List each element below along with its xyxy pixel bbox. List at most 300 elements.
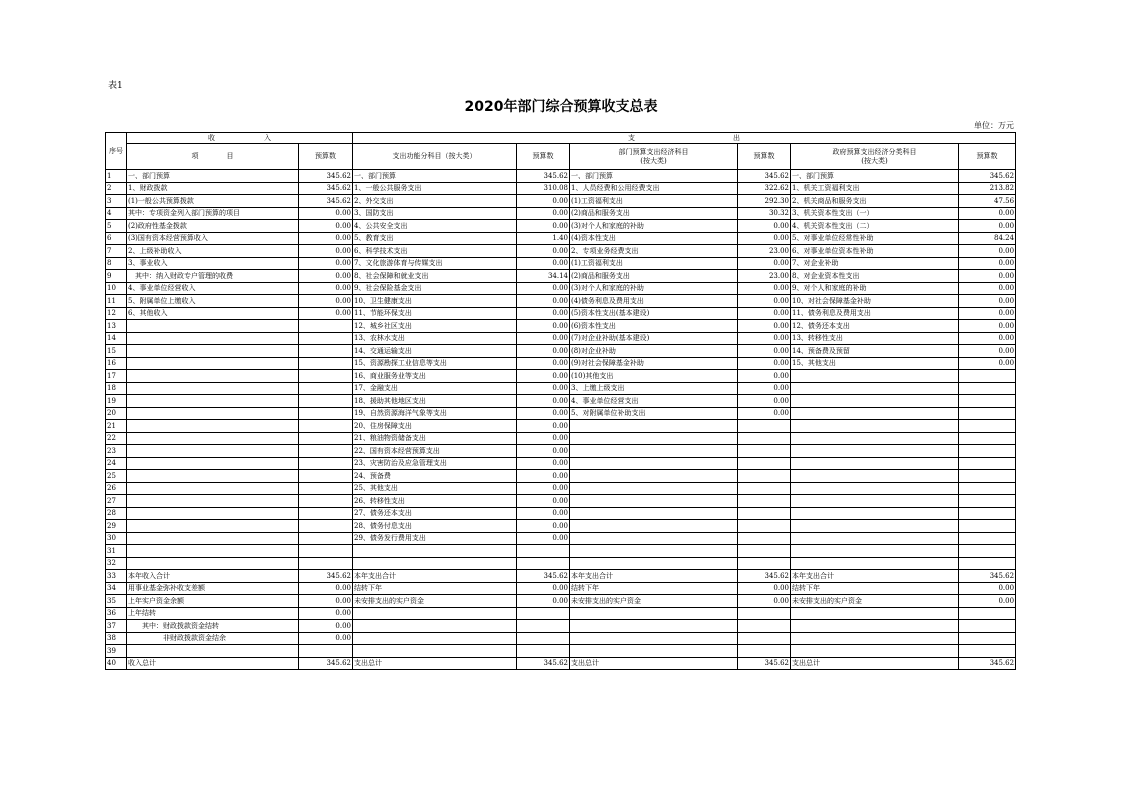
dept-econ-amount-cell <box>738 470 791 483</box>
income-amount-cell <box>299 370 353 383</box>
income-item-cell <box>127 545 299 558</box>
table-row <box>106 507 1016 520</box>
dept-econ-amount-cell: 292.30 <box>738 195 791 208</box>
budget-summary-table <box>105 132 1016 670</box>
functional-item-cell: 结转下年 <box>353 582 517 595</box>
functional-item-cell: 22、国有资本经营预算支出 <box>353 445 517 458</box>
gov-econ-item-cell <box>791 420 959 433</box>
functional-amount-cell: 0.00 <box>517 407 570 420</box>
dept-econ-item-cell: (10)其他支出 <box>570 370 738 383</box>
seq-cell: 13 <box>106 320 127 333</box>
income-item-cell: 4、事业单位经营收入 <box>127 282 299 295</box>
table-row <box>106 195 1016 208</box>
income-item-cell <box>127 345 299 358</box>
expense-section-header: 支 出 <box>353 133 1016 144</box>
seq-cell: 10 <box>106 282 127 295</box>
income-amount-cell: 0.00 <box>299 307 353 320</box>
functional-item-cell: 2、外交支出 <box>353 195 517 208</box>
functional-amount-cell: 0.00 <box>517 295 570 308</box>
functional-item-cell: 17、金融支出 <box>353 382 517 395</box>
functional-amount-cell: 0.00 <box>517 482 570 495</box>
gov-econ-amount-cell: 0.00 <box>959 595 1016 608</box>
gov-econ-amount-cell <box>959 432 1016 445</box>
table-row <box>106 470 1016 483</box>
gov-econ-item-cell <box>791 470 959 483</box>
dept-econ-amount-cell <box>738 432 791 445</box>
income-item-cell: (3)国有资本经营预算收入 <box>127 232 299 245</box>
income-amount-cell <box>299 495 353 508</box>
seq-cell: 8 <box>106 257 127 270</box>
functional-amount-cell: 0.00 <box>517 495 570 508</box>
gov-econ-item-cell: 1、机关工资福利支出 <box>791 182 959 195</box>
table-row <box>106 332 1016 345</box>
income-item-cell <box>127 495 299 508</box>
dept-econ-item-cell: 结转下年 <box>570 582 738 595</box>
gov-econ-item-cell <box>791 395 959 408</box>
gov-econ-amount-cell: 0.00 <box>959 332 1016 345</box>
functional-amount-cell: 0.00 <box>517 595 570 608</box>
functional-amount-cell <box>517 620 570 633</box>
dept-econ-item-cell: 本年支出合计 <box>570 570 738 583</box>
functional-item-cell: 26、转移性支出 <box>353 495 517 508</box>
functional-item-cell: 未安排支出的实户资金 <box>353 595 517 608</box>
dept-econ-amount-cell <box>738 607 791 620</box>
dept-econ-item-cell: 一、部门预算 <box>570 170 738 183</box>
budget-header: 预算数 <box>299 144 353 170</box>
seq-cell: 25 <box>106 470 127 483</box>
gov-econ-item-cell: 2、机关商品和服务支出 <box>791 195 959 208</box>
page-title: 2020年部门综合预算收支总表 <box>464 99 658 115</box>
gov-econ-amount-cell: 84.24 <box>959 232 1016 245</box>
gov-econ-item-cell: 5、对事业单位经常性补助 <box>791 232 959 245</box>
seq-cell: 24 <box>106 457 127 470</box>
dept-econ-item-cell: (5)资本性支出(基本建设) <box>570 307 738 320</box>
functional-item-cell: 1、一般公共服务支出 <box>353 182 517 195</box>
functional-amount-cell: 0.00 <box>517 420 570 433</box>
income-item-cell <box>127 320 299 333</box>
income-amount-cell <box>299 420 353 433</box>
functional-amount-cell: 0.00 <box>517 332 570 345</box>
income-amount-cell <box>299 457 353 470</box>
gov-econ-amount-cell <box>959 645 1016 658</box>
dept-econ-item-cell <box>570 545 738 558</box>
gov-econ-amount-cell <box>959 520 1016 533</box>
dept-econ-item-cell: (4)资本性支出 <box>570 232 738 245</box>
table-row <box>106 532 1016 545</box>
income-item-cell: (2)政府性基金拨款 <box>127 220 299 233</box>
dept-econ-item-cell <box>570 470 738 483</box>
functional-item-cell: 28、债务付息支出 <box>353 520 517 533</box>
seq-cell: 7 <box>106 245 127 258</box>
income-amount-cell <box>299 345 353 358</box>
income-amount-cell <box>299 445 353 458</box>
dept-econ-amount-cell <box>738 520 791 533</box>
functional-amount-cell: 0.00 <box>517 457 570 470</box>
dept-econ-amount-cell: 0.00 <box>738 295 791 308</box>
income-amount-cell: 0.00 <box>299 220 353 233</box>
functional-item-cell: 18、援助其他地区支出 <box>353 395 517 408</box>
income-item-cell <box>127 557 299 570</box>
seq-cell: 1 <box>106 170 127 183</box>
gov-econ-amount-cell: 0.00 <box>959 345 1016 358</box>
seq-cell: 20 <box>106 407 127 420</box>
dept-econ-item-cell <box>570 632 738 645</box>
dept-econ-item-cell: 1、人员经费和公用经费支出 <box>570 182 738 195</box>
gov-econ-item-cell: 15、其他支出 <box>791 357 959 370</box>
table-row <box>106 620 1016 633</box>
functional-amount-cell <box>517 632 570 645</box>
income-item-cell <box>127 482 299 495</box>
income-amount-cell <box>299 320 353 333</box>
income-amount-cell <box>299 507 353 520</box>
dept-econ-amount-cell: 23.00 <box>738 245 791 258</box>
dept-econ-amount-cell: 0.00 <box>738 345 791 358</box>
table-row <box>106 345 1016 358</box>
income-amount-cell <box>299 407 353 420</box>
gov-econ-item-cell: 一、部门预算 <box>791 170 959 183</box>
income-amount-cell: 345.62 <box>299 170 353 183</box>
gov-econ-item-cell <box>791 482 959 495</box>
functional-item-cell: 10、卫生健康支出 <box>353 295 517 308</box>
column-header-row <box>106 144 1016 170</box>
income-item-cell <box>127 507 299 520</box>
income-item-cell <box>127 382 299 395</box>
income-amount-cell <box>299 557 353 570</box>
income-item-cell <box>127 395 299 408</box>
seq-cell: 21 <box>106 420 127 433</box>
dept-econ-header-line2: (按大类) <box>640 156 667 165</box>
table-row <box>106 395 1016 408</box>
functional-amount-cell: 0.00 <box>517 520 570 533</box>
functional-amount-cell: 0.00 <box>517 257 570 270</box>
gov-econ-amount-cell <box>959 407 1016 420</box>
income-item-cell <box>127 520 299 533</box>
income-item-cell: 非财政拨款资金结余 <box>127 632 299 645</box>
gov-econ-item-cell <box>791 457 959 470</box>
table-row <box>106 357 1016 370</box>
functional-item-cell <box>353 557 517 570</box>
seq-cell: 12 <box>106 307 127 320</box>
dept-econ-item-cell <box>570 495 738 508</box>
functional-item-cell: 24、预备费 <box>353 470 517 483</box>
dept-econ-item-cell: 3、上缴上级支出 <box>570 382 738 395</box>
table-row <box>106 245 1016 258</box>
seq-cell: 30 <box>106 532 127 545</box>
dept-econ-amount-cell <box>738 457 791 470</box>
budget-header: 预算数 <box>517 144 570 170</box>
income-amount-cell <box>299 545 353 558</box>
gov-econ-item-cell <box>791 507 959 520</box>
gov-econ-item-cell <box>791 407 959 420</box>
seq-cell: 37 <box>106 620 127 633</box>
income-amount-cell: 0.00 <box>299 632 353 645</box>
functional-amount-cell: 0.00 <box>517 345 570 358</box>
dept-econ-amount-cell <box>738 532 791 545</box>
functional-item-cell: 27、债务还本支出 <box>353 507 517 520</box>
functional-amount-cell: 0.00 <box>517 395 570 408</box>
gov-econ-item-cell: 3、机关资本性支出（一） <box>791 207 959 220</box>
income-amount-cell <box>299 482 353 495</box>
income-item-cell: 6、其他收入 <box>127 307 299 320</box>
gov-econ-item-cell <box>791 607 959 620</box>
functional-item-cell: 一、部门预算 <box>353 170 517 183</box>
seq-cell: 15 <box>106 345 127 358</box>
functional-item-cell: 3、国防支出 <box>353 207 517 220</box>
income-item-cell: 2、上级补助收入 <box>127 245 299 258</box>
income-item-cell: 用事业基金弥补收支差额 <box>127 582 299 595</box>
seq-cell: 32 <box>106 557 127 570</box>
gov-econ-item-cell: 8、对企业资本性支出 <box>791 270 959 283</box>
table-row <box>106 320 1016 333</box>
dept-econ-amount-cell <box>738 420 791 433</box>
income-item-cell <box>127 532 299 545</box>
dept-econ-item-cell: 5、对附属单位补助支出 <box>570 407 738 420</box>
income-amount-cell <box>299 357 353 370</box>
dept-econ-amount-cell: 0.00 <box>738 257 791 270</box>
dept-econ-item-cell: 4、事业单位经营支出 <box>570 395 738 408</box>
seq-cell: 9 <box>106 270 127 283</box>
dept-econ-amount-cell: 0.00 <box>738 332 791 345</box>
dept-econ-amount-cell <box>738 632 791 645</box>
table-row <box>106 257 1016 270</box>
gov-econ-amount-cell <box>959 420 1016 433</box>
gov-econ-amount-cell: 0.00 <box>959 220 1016 233</box>
budget-header: 预算数 <box>738 144 791 170</box>
dept-econ-amount-cell: 0.00 <box>738 395 791 408</box>
gov-econ-amount-cell <box>959 495 1016 508</box>
functional-amount-cell: 0.00 <box>517 282 570 295</box>
dept-econ-amount-cell: 345.62 <box>738 570 791 583</box>
functional-item-cell: 支出总计 <box>353 657 517 670</box>
seq-cell: 16 <box>106 357 127 370</box>
dept-econ-amount-cell: 0.00 <box>738 370 791 383</box>
section-header-row <box>106 133 1016 144</box>
budget-header: 预算数 <box>959 144 1016 170</box>
functional-amount-cell: 345.62 <box>517 570 570 583</box>
functional-item-cell: 本年支出合计 <box>353 570 517 583</box>
table-row <box>106 432 1016 445</box>
gov-econ-item-cell <box>791 445 959 458</box>
gov-econ-amount-cell <box>959 457 1016 470</box>
gov-econ-amount-cell <box>959 382 1016 395</box>
table-row <box>106 495 1016 508</box>
gov-econ-item-cell: 11、债务利息及费用支出 <box>791 307 959 320</box>
income-amount-cell <box>299 532 353 545</box>
gov-econ-header-line2: (按大类) <box>861 156 888 165</box>
functional-item-cell: 11、节能环保支出 <box>353 307 517 320</box>
income-item-cell: 5、附属单位上缴收入 <box>127 295 299 308</box>
gov-econ-header <box>791 144 959 170</box>
functional-amount-cell <box>517 557 570 570</box>
income-item-cell <box>127 470 299 483</box>
table-row <box>106 520 1016 533</box>
seq-cell: 28 <box>106 507 127 520</box>
dept-econ-item-cell <box>570 457 738 470</box>
seq-cell: 36 <box>106 607 127 620</box>
dept-econ-item-cell: (3)对个人和家庭的补助 <box>570 282 738 295</box>
gov-econ-item-cell: 12、债务还本支出 <box>791 320 959 333</box>
gov-econ-amount-cell <box>959 482 1016 495</box>
functional-amount-cell: 0.00 <box>517 445 570 458</box>
functional-header: 支出功能分科目（按大类） <box>353 144 517 170</box>
dept-econ-amount-cell: 0.00 <box>738 220 791 233</box>
gov-econ-item-cell <box>791 645 959 658</box>
functional-amount-cell: 310.08 <box>517 182 570 195</box>
table-row <box>106 545 1016 558</box>
gov-econ-amount-cell: 47.56 <box>959 195 1016 208</box>
income-item-cell <box>127 420 299 433</box>
table-number: 表1 <box>108 81 123 91</box>
functional-item-cell: 8、社会保障和就业支出 <box>353 270 517 283</box>
functional-item-cell: 19、自然资源海洋气象等支出 <box>353 407 517 420</box>
gov-econ-amount-cell: 345.62 <box>959 657 1016 670</box>
gov-econ-amount-cell <box>959 532 1016 545</box>
table-row <box>106 557 1016 570</box>
item-header: 项 目 <box>127 144 299 170</box>
seq-cell: 5 <box>106 220 127 233</box>
income-amount-cell: 345.62 <box>299 195 353 208</box>
functional-amount-cell: 0.00 <box>517 320 570 333</box>
dept-econ-amount-cell: 30.32 <box>738 207 791 220</box>
dept-econ-amount-cell: 0.00 <box>738 582 791 595</box>
income-amount-cell: 345.62 <box>299 657 353 670</box>
income-item-cell: 本年收入合计 <box>127 570 299 583</box>
dept-econ-amount-cell: 0.00 <box>738 357 791 370</box>
income-item-cell: 其中：纳入财政专户管理的收费 <box>127 270 299 283</box>
table-row <box>106 220 1016 233</box>
table-row <box>106 595 1016 608</box>
seq-cell: 6 <box>106 232 127 245</box>
dept-econ-amount-cell: 0.00 <box>738 382 791 395</box>
functional-item-cell: 9、社会保险基金支出 <box>353 282 517 295</box>
functional-item-cell <box>353 545 517 558</box>
seq-cell: 17 <box>106 370 127 383</box>
functional-amount-cell: 0.00 <box>517 432 570 445</box>
dept-econ-header <box>570 144 738 170</box>
gov-econ-amount-cell: 0.00 <box>959 270 1016 283</box>
dept-econ-amount-cell <box>738 482 791 495</box>
dept-econ-item-cell: (8)对企业补助 <box>570 345 738 358</box>
income-item-cell: 收入总计 <box>127 657 299 670</box>
functional-item-cell: 16、商业服务业等支出 <box>353 370 517 383</box>
gov-econ-amount-cell: 345.62 <box>959 570 1016 583</box>
gov-econ-amount-cell <box>959 445 1016 458</box>
gov-econ-item-cell: 结转下年 <box>791 582 959 595</box>
functional-amount-cell: 1.40 <box>517 232 570 245</box>
table-row <box>106 407 1016 420</box>
dept-econ-item-cell: (4)债务利息及费用支出 <box>570 295 738 308</box>
seq-cell: 35 <box>106 595 127 608</box>
seq-cell: 31 <box>106 545 127 558</box>
income-amount-cell: 0.00 <box>299 595 353 608</box>
income-item-cell <box>127 432 299 445</box>
gov-econ-item-cell: 14、预备费及预留 <box>791 345 959 358</box>
seq-cell: 40 <box>106 657 127 670</box>
table-row <box>106 232 1016 245</box>
dept-econ-item-cell: (6)资本性支出 <box>570 320 738 333</box>
gov-econ-amount-cell: 0.00 <box>959 245 1016 258</box>
functional-amount-cell <box>517 645 570 658</box>
functional-amount-cell: 0.00 <box>517 582 570 595</box>
unit-label: 单位：万元 <box>974 121 1014 130</box>
functional-item-cell: 23、灾害防治及应急管理支出 <box>353 457 517 470</box>
gov-econ-item-cell <box>791 495 959 508</box>
gov-econ-item-cell: 4、机关资本性支出（二） <box>791 220 959 233</box>
income-amount-cell: 0.00 <box>299 582 353 595</box>
income-item-cell: 3、事业收入 <box>127 257 299 270</box>
dept-econ-amount-cell: 0.00 <box>738 595 791 608</box>
gov-econ-amount-cell <box>959 632 1016 645</box>
income-item-cell: 上年实户资金余额 <box>127 595 299 608</box>
gov-econ-amount-cell: 0.00 <box>959 357 1016 370</box>
functional-amount-cell: 34.14 <box>517 270 570 283</box>
income-amount-cell: 0.00 <box>299 232 353 245</box>
table-row <box>106 632 1016 645</box>
table-row <box>106 657 1016 670</box>
gov-econ-amount-cell <box>959 620 1016 633</box>
functional-amount-cell <box>517 607 570 620</box>
table-row <box>106 307 1016 320</box>
functional-amount-cell: 0.00 <box>517 382 570 395</box>
gov-econ-item-cell <box>791 620 959 633</box>
dept-econ-item-cell: (2)商品和服务支出 <box>570 270 738 283</box>
gov-econ-amount-cell <box>959 370 1016 383</box>
income-item-cell <box>127 645 299 658</box>
gov-econ-amount-cell: 213.82 <box>959 182 1016 195</box>
dept-econ-item-cell: (9)对社会保障基金补助 <box>570 357 738 370</box>
income-amount-cell <box>299 470 353 483</box>
gov-econ-item-cell <box>791 520 959 533</box>
functional-item-cell: 6、科学技术支出 <box>353 245 517 258</box>
functional-amount-cell: 0.00 <box>517 220 570 233</box>
dept-econ-amount-cell <box>738 445 791 458</box>
gov-econ-amount-cell: 0.00 <box>959 207 1016 220</box>
income-item-cell: 1、财政拨款 <box>127 182 299 195</box>
dept-econ-amount-cell: 0.00 <box>738 232 791 245</box>
dept-econ-amount-cell <box>738 507 791 520</box>
functional-amount-cell: 0.00 <box>517 532 570 545</box>
income-item-cell <box>127 457 299 470</box>
income-section-header: 收 入 <box>127 133 353 144</box>
dept-econ-item-cell <box>570 620 738 633</box>
functional-item-cell: 13、农林水支出 <box>353 332 517 345</box>
gov-econ-item-cell: 本年支出合计 <box>791 570 959 583</box>
functional-item-cell: 21、粮油物资储备支出 <box>353 432 517 445</box>
dept-econ-amount-cell <box>738 645 791 658</box>
seq-cell: 2 <box>106 182 127 195</box>
dept-econ-item-cell <box>570 532 738 545</box>
gov-econ-item-cell <box>791 532 959 545</box>
seq-header: 序号 <box>106 133 127 170</box>
income-item-cell: 其中：专项资金列入部门预算的项目 <box>127 207 299 220</box>
gov-econ-item-cell <box>791 545 959 558</box>
dept-econ-item-cell <box>570 432 738 445</box>
gov-econ-item-cell <box>791 557 959 570</box>
seq-cell: 18 <box>106 382 127 395</box>
gov-econ-item-cell: 6、对事业单位资本性补助 <box>791 245 959 258</box>
dept-econ-item-cell <box>570 420 738 433</box>
dept-econ-item-cell: (1)工资福利支出 <box>570 257 738 270</box>
gov-econ-amount-cell: 0.00 <box>959 257 1016 270</box>
income-amount-cell: 0.00 <box>299 257 353 270</box>
table-row <box>106 370 1016 383</box>
seq-cell: 33 <box>106 570 127 583</box>
income-amount-cell: 345.62 <box>299 570 353 583</box>
gov-econ-item-cell <box>791 432 959 445</box>
gov-econ-item-cell: 9、对个人和家庭的补助 <box>791 282 959 295</box>
income-item-cell <box>127 357 299 370</box>
income-item-cell <box>127 445 299 458</box>
